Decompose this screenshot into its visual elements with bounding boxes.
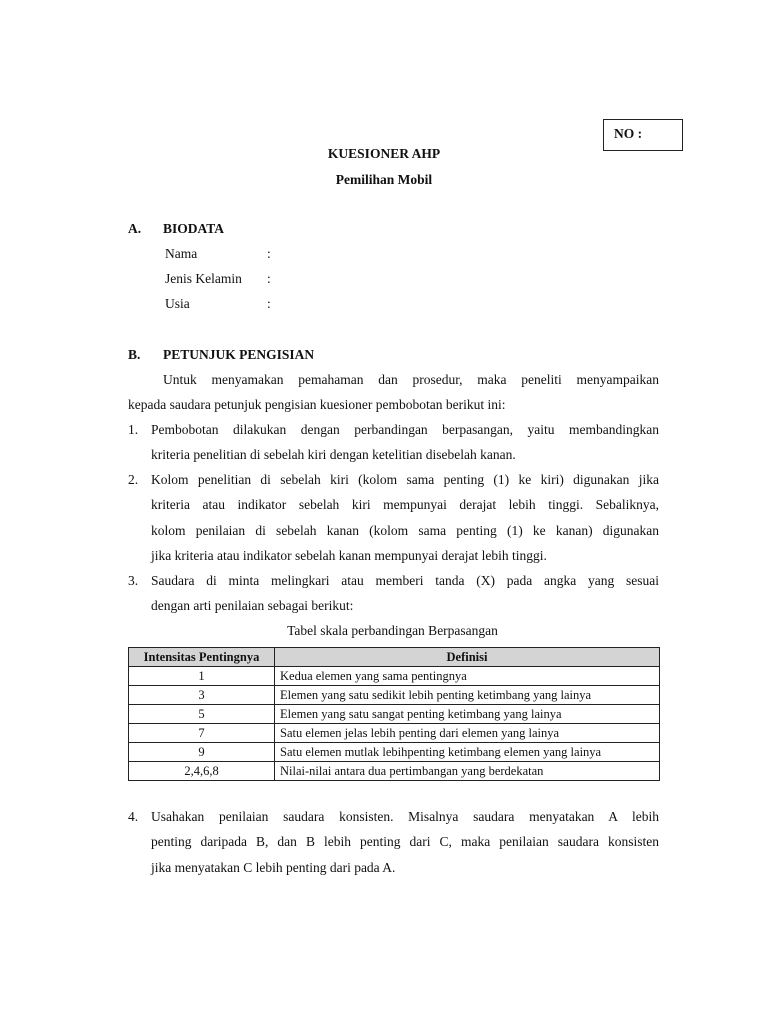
table-row (129, 724, 660, 743)
field-jenis-kelamin-label: Jenis Kelamin (165, 271, 242, 286)
field-jenis-kelamin-colon: : (267, 271, 271, 286)
section-a-title: BIODATA (163, 221, 225, 236)
item-2-line-4: jika kriteria atau indikator sebelah kanan mempunyai derajat lebih tinggi. (151, 548, 547, 563)
intensity-cell: 3 (129, 686, 275, 705)
definition-cell: Satu elemen jelas lebih penting dari elemen yang lainya (275, 724, 660, 743)
intro-line-2: kepada saudara petunjuk pengisian kuesioner pembobotan berikut ini: (128, 397, 506, 412)
intensity-cell: 9 (129, 743, 275, 762)
item-3-number: 3. (128, 573, 139, 588)
table-row (129, 667, 660, 686)
header-definisi: Definisi (275, 648, 660, 667)
table-row (129, 743, 660, 762)
table-header-row (129, 648, 660, 667)
item-4-number: 4. (128, 809, 139, 824)
table-row (129, 686, 660, 705)
item-2-number: 2. (128, 472, 139, 487)
definition-cell: Nilai-nilai antara dua pertimbangan yang berdekatan (275, 762, 660, 781)
definition-cell: Elemen yang satu sangat penting ketimbang yang lainya (275, 705, 660, 724)
intensity-cell: 7 (129, 724, 275, 743)
definition-cell: Satu elemen mutlak lebihpenting ketimbang elemen yang lainya (275, 743, 660, 762)
intensity-cell: 1 (129, 667, 275, 686)
item-1-number: 1. (128, 422, 139, 437)
field-usia-label: Usia (165, 296, 190, 311)
item-3-line-2: dengan arti penilaian sebagai berikut: (151, 598, 354, 613)
definition-cell: Elemen yang satu sedikit lebih penting ketimbang yang lainya (275, 686, 660, 705)
item-2-line-3: kolom penilaian di sebelah kanan (kolom sama penting (1) ke kanan) digunakan (151, 523, 659, 538)
document-subtitle: Pemilihan Mobil (335, 172, 433, 187)
definition-cell: Kedua elemen yang sama pentingnya (275, 667, 660, 686)
item-2-line-1: Kolom penelitian di sebelah kiri (kolom sama penting (1) ke kiri) digunakan jika (151, 472, 659, 487)
field-usia-colon: : (267, 296, 271, 311)
section-b-title: PETUNJUK PENGISIAN (163, 347, 315, 362)
item-4-line-3: jika menyatakan C lebih penting dari pada A. (151, 860, 396, 875)
section-b-letter: B. (128, 347, 141, 362)
document-title: KUESIONER AHP (327, 146, 441, 161)
section-a-letter: A. (128, 221, 142, 236)
field-nama-label: Nama (165, 246, 198, 261)
item-2-line-2: kriteria atau indikator sebelah kiri mempunyai derajat lebih tinggi. Sebaliknya, (151, 497, 659, 512)
table-row (129, 762, 660, 781)
item-4-line-2: penting daripada B, dan B lebih penting dari C, maka penilaian saudara konsisten (151, 834, 659, 849)
scale-table (128, 647, 660, 781)
number-label: NO : (614, 126, 643, 141)
item-4-line-1: Usahakan penilaian saudara konsisten. Misalnya saudara menyatakan A lebih (151, 809, 659, 824)
item-3-line-1: Saudara di minta melingkari atau memberi tanda (X) pada angka yang sesuai (151, 573, 659, 588)
field-nama-colon: : (267, 246, 271, 261)
intro-line-1: Untuk menyamakan pemahaman dan prosedur, maka peneliti menyampaikan (163, 372, 659, 387)
intensity-cell: 2,4,6,8 (129, 762, 275, 781)
table-row (129, 705, 660, 724)
intensity-cell: 5 (129, 705, 275, 724)
header-intensitas: Intensitas Pentingnya (129, 648, 275, 667)
item-1-line-2: kriteria penelitian di sebelah kiri dengan ketelitian disebelah kanan. (151, 447, 516, 462)
item-1-line-1: Pembobotan dilakukan dengan perbandingan berpasangan, yaitu membandingkan (151, 422, 659, 437)
table-caption: Tabel skala perbandingan Berpasangan (287, 623, 498, 638)
